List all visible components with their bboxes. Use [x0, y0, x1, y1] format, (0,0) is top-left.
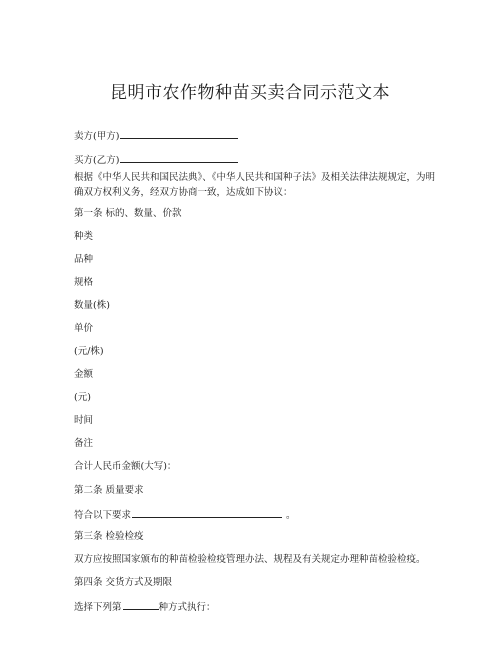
buyer-blank: [120, 152, 238, 163]
field-item: (元/株): [74, 346, 104, 357]
total-amount-label: 合计人民币金额(大写)：: [74, 461, 177, 472]
delivery-line: [74, 599, 216, 614]
article1-heading: 第一条 标的、数量、价款: [74, 208, 182, 219]
field-item: 时间: [74, 415, 94, 426]
delivery-suffix: 种方式执行：: [158, 602, 216, 613]
intro-paragraph: 根据《中华人民共和国民法典》、《中华人民共和国种子法》及相关法律法规规定，为明确双方权利义务，经双方协商一致，达成如下协议：: [74, 172, 436, 198]
quality-prefix: 符合以下要求: [74, 510, 132, 521]
field-item: 种类: [74, 231, 94, 242]
field-item: 品种: [74, 254, 94, 265]
quality-line: [74, 507, 296, 522]
quality-blank: [132, 507, 282, 518]
field-item: 金额: [74, 369, 94, 380]
article4-heading: 第四条 交货方式及期限: [74, 577, 173, 588]
document-title: 昆明市农作物种苗买卖合同示范文本: [110, 83, 390, 103]
seller-label: 卖方(甲方): [74, 131, 120, 142]
field-item: 备注: [74, 438, 94, 449]
field-item: (元): [74, 392, 91, 403]
delivery-prefix: 选择下列第: [74, 602, 122, 613]
delivery-blank: [123, 599, 159, 610]
seller-line: [74, 128, 238, 143]
buyer-line: [74, 152, 238, 167]
article3-heading: 第三条 检验检疫: [74, 531, 144, 542]
field-item: 数量(株): [74, 300, 110, 311]
article2-heading: 第二条 质量要求: [74, 485, 144, 496]
field-item: 规格: [74, 277, 94, 288]
field-item: 单价: [74, 323, 94, 334]
article3-body: 双方应按照国家颁布的种苗检验检疫管理办法、规程及有关规定办理种苗检验检疫。: [74, 554, 426, 565]
quality-suffix: 。: [286, 510, 296, 521]
buyer-label: 买方(乙方): [74, 155, 120, 166]
seller-blank: [120, 128, 238, 139]
